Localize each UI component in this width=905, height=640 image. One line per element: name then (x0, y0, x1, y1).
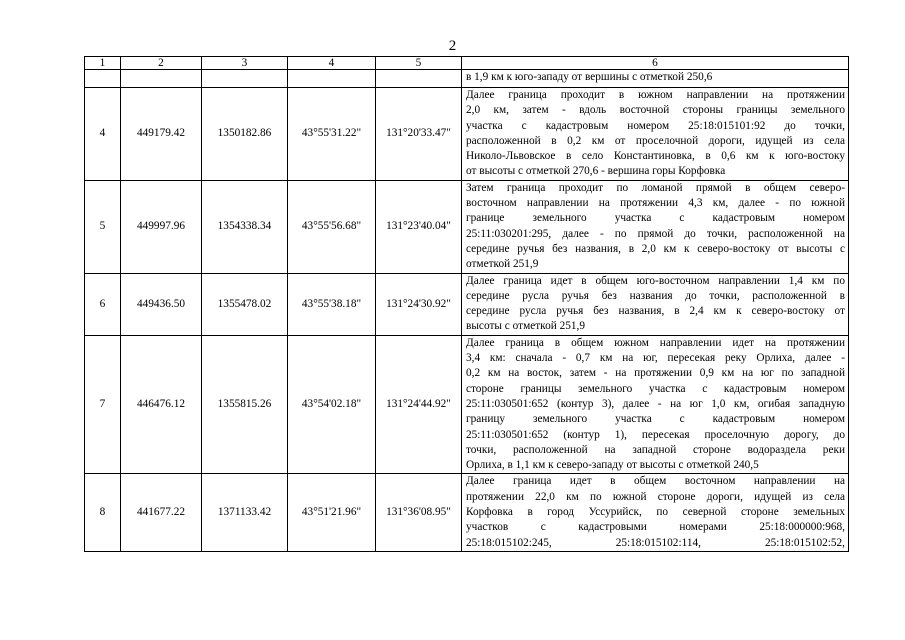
description-line: 0,2 км на восток, затем - на протяжении 0,9 км на юг по западной (466, 367, 845, 380)
description-line: 25:18:015102:245, 25:18:015102:114, 25:18:015102:52, (466, 536, 845, 549)
point-number: 6 (85, 273, 121, 335)
latitude: 43°55'56.68" (288, 180, 376, 273)
latitude: 43°55'38.18" (288, 273, 376, 335)
y-coordinate: 1350182.86 (202, 88, 288, 181)
header-cell: 2 (121, 57, 202, 70)
description-cell (462, 273, 849, 335)
description-line: Далее граница идет в общем восточном направлении на (466, 475, 845, 488)
description-line: середине русла ручья без названия, в 2,4 км к северо-востоку от (466, 305, 845, 318)
description-line: Орлиха, в 1,1 км к северо-западу от высоты с отметкой 240,5 (466, 459, 759, 472)
x-coordinate: 446476.12 (121, 335, 202, 474)
table-row (85, 88, 849, 181)
description-line: стороне границы земельного участка с кадастровым номером (466, 382, 845, 395)
y-coordinate: 1355478.02 (202, 273, 288, 335)
description-cell (462, 88, 849, 181)
description-line: участков с кадастровыми номерами 25:18:000000:968, (466, 521, 845, 534)
x-coordinate: 449179.42 (121, 88, 202, 181)
description-line: отметкой 251,9 (466, 258, 539, 271)
description-line: середине ручья без названия, в 2,0 км к северо-востоку от высоты с (466, 242, 845, 255)
description-line: Николо-Львовское в село Константиновка, в 0,6 км к юго-востоку (466, 150, 845, 163)
header-cell: 3 (202, 57, 288, 70)
empty-cell (121, 70, 202, 88)
page-number: 2 (448, 38, 457, 54)
empty-cell (202, 70, 288, 88)
description-cell (462, 180, 849, 273)
empty-cell (288, 70, 376, 88)
table-row (85, 335, 849, 474)
header-cell: 1 (85, 57, 121, 70)
description-line: 25:11:030201:295, далее - по прямой до точки, расположенной на (466, 227, 845, 240)
description-line: границе земельного участка с кадастровым номером (466, 212, 845, 225)
longitude: 131°23'40.04" (376, 180, 462, 273)
description-line: высоты с отметкой 251,9 (466, 320, 586, 333)
latitude: 43°55'31.22" (288, 88, 376, 181)
description-line: 3,4 км: сначала - 0,7 км на юг, пересекая реку Орлиха, далее - (466, 352, 845, 365)
description-line: в 1,9 км к юго-западу от вершины с отметкой 250,6 (466, 71, 713, 83)
longitude: 131°24'44.92" (376, 335, 462, 474)
table-row (85, 273, 849, 335)
x-coordinate: 441677.22 (121, 474, 202, 551)
longitude: 131°20'33.47" (376, 88, 462, 181)
y-coordinate: 1355815.26 (202, 335, 288, 474)
description-cell (462, 335, 849, 474)
description-line: 2,0 км, затем - вдоль восточной стороны границы земельного (466, 104, 845, 117)
longitude: 131°24'30.92" (376, 273, 462, 335)
x-coordinate: 449436.50 (121, 273, 202, 335)
description-line: Далее граница в общем южном направлении идет на протяжении (466, 336, 845, 349)
description-line: протяжении 22,0 км по южной стороне дороги, идущей из села (466, 490, 845, 503)
description-line: Корфовка в город Уссурийск, по северной стороне земельных (466, 506, 845, 519)
latitude: 43°54'02.18" (288, 335, 376, 474)
table-row (85, 474, 849, 551)
description-line: середине русла ручья без названия до точки, расположенной в (466, 289, 845, 302)
header-cell: 5 (376, 57, 462, 70)
description-line: Далее граница идет в общем юго-восточном направлении 1,4 км по (466, 274, 845, 287)
description-line: 25:11:030501:652 (контур 1), пересекая проселочную дорогу, до (466, 428, 845, 441)
description-cell (462, 70, 849, 88)
y-coordinate: 1354338.34 (202, 180, 288, 273)
description-cell (462, 474, 849, 551)
point-number: 4 (85, 88, 121, 181)
description-line: Затем граница проходит по ломаной прямой в общем северо- (466, 181, 845, 194)
table-header-row (85, 57, 849, 70)
point-number: 7 (85, 335, 121, 474)
description-line: участка с кадастровым номером 25:18:015101:92 до точки, (466, 119, 845, 132)
boundary-table (84, 56, 849, 552)
empty-cell (376, 70, 462, 88)
description-line: восточном направлении на протяжении 4,3 км, далее - по южной (466, 197, 845, 210)
description-line: расположенной в 0,2 км от проселочной дороги, идущей из села (466, 134, 845, 147)
point-number: 8 (85, 474, 121, 551)
empty-cell (85, 70, 121, 88)
point-number: 5 (85, 180, 121, 273)
x-coordinate: 449997.96 (121, 180, 202, 273)
description-line: границу земельного участка с кадастровым номером (466, 413, 845, 426)
description-line: точки, расположенной на западной стороне водораздела реки (466, 443, 845, 456)
longitude: 131°36'08.95" (376, 474, 462, 551)
latitude: 43°51'21.96" (288, 474, 376, 551)
description-line: от высоты с отметкой 270,6 - вершина горы Корфовка (466, 165, 726, 178)
table-row (85, 180, 849, 273)
header-cell: 4 (288, 57, 376, 70)
description-line: 25:11:030501:652 (контур 3), далее - на юг 1,0 км, огибая западную (466, 397, 845, 410)
table-row-carry-over (85, 70, 849, 88)
header-cell: 6 (462, 57, 849, 70)
description-line: Далее граница проходит в южном направлении на протяжении (466, 89, 845, 101)
y-coordinate: 1371133.42 (202, 474, 288, 551)
